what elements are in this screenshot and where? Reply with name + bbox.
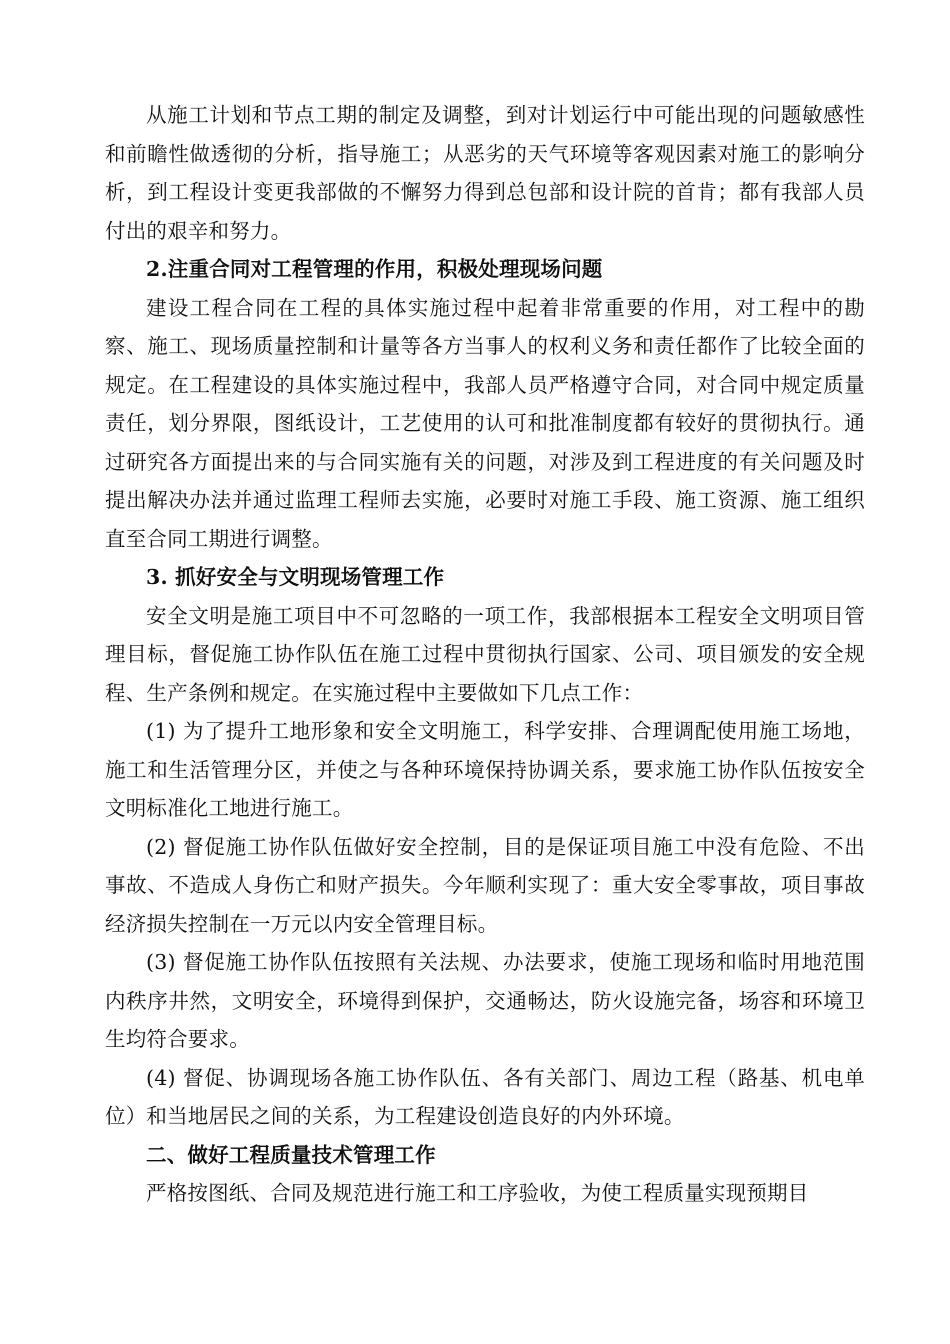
list-item-safety-2: (2) 督促施工协作队伍做好安全控制，目的是保证项目施工中没有危险、不出事故、不造成人身伤亡和财产损失。今年顺利实现了：重大安全零事故，项目事故经济损失控制在一万元以内安全管理目标。 <box>105 834 865 936</box>
section-heading-contract: 2.注重合同对工程管理的作用，积极处理现场问题 <box>146 257 603 281</box>
paragraph-safety-intro: 安全文明是施工项目中不可忽略的一项工作，我部根据本工程安全文明项目管理目标，督促施工协作队伍在施工过程中贯彻执行国家、公司、项目颁发的安全规程、生产条例和规定。在实施过程中主要做如下几点工作： <box>105 603 865 705</box>
paragraph-contract-role: 建设工程合同在工程的具体实施过程中起着非常重要的作用，对工程中的勘察、施工、现场质量控制和计量等各方当事人的权利义务和责任都作了比较全面的规定。在工程建设的具体实施过程中，我部人员严格遵守合同，对合同中规定质量责任，划分界限，图纸设计，工艺使用的认可和批准制度都有较好的贯彻执行。通过研究各方面提出来的与合同实施有关的问题，对涉及到工程进度的有关问题及时提出解决办法并通过监理工程师去实施，必要时对施工手段、施工资源、施工组织直至合同工期进行调整。 <box>105 295 865 551</box>
paragraph-quality-intro: 严格按图纸、合同及规范进行施工和工序验收，为使工程质量实现预期目 <box>146 1181 809 1205</box>
section-heading-safety: 3. 抓好安全与文明现场管理工作 <box>146 565 445 589</box>
list-item-safety-4: (4) 督促、协调现场各施工协作队伍、各有关部门、周边工程（路基、机电单位）和当地居民之间的关系，为工程建设创造良好的内外环境。 <box>105 1065 865 1128</box>
document-body <box>105 96 865 1213</box>
list-item-safety-1: (1) 为了提升工地形象和安全文明施工，科学安排、合理调配使用施工场地，施工和生活管理分区，并使之与各种环境保持协调关系，要求施工协作队伍按安全文明标准化工地进行施工。 <box>105 719 865 820</box>
paragraph-schedule-analysis: 从施工计划和节点工期的制定及调整，到对计划运行中可能出现的问题敏感性和前瞻性做透彻的分析，指导施工；从恶劣的天气环境等客观因素对施工的影响分析，到工程设计变更我部做的不懈努力得到总包部和设计院的首肯；都有我部人员付出的艰辛和努力。 <box>105 103 865 243</box>
section-heading-quality: 二、做好工程质量技术管理工作 <box>146 1142 436 1167</box>
list-item-safety-3: (3) 督促施工协作队伍按照有关法规、办法要求，使施工现场和临时用地范围内秩序井然，文明安全，环境得到保护，交通畅达，防火设施完备，场容和环境卫生均符合要求。 <box>105 950 865 1051</box>
